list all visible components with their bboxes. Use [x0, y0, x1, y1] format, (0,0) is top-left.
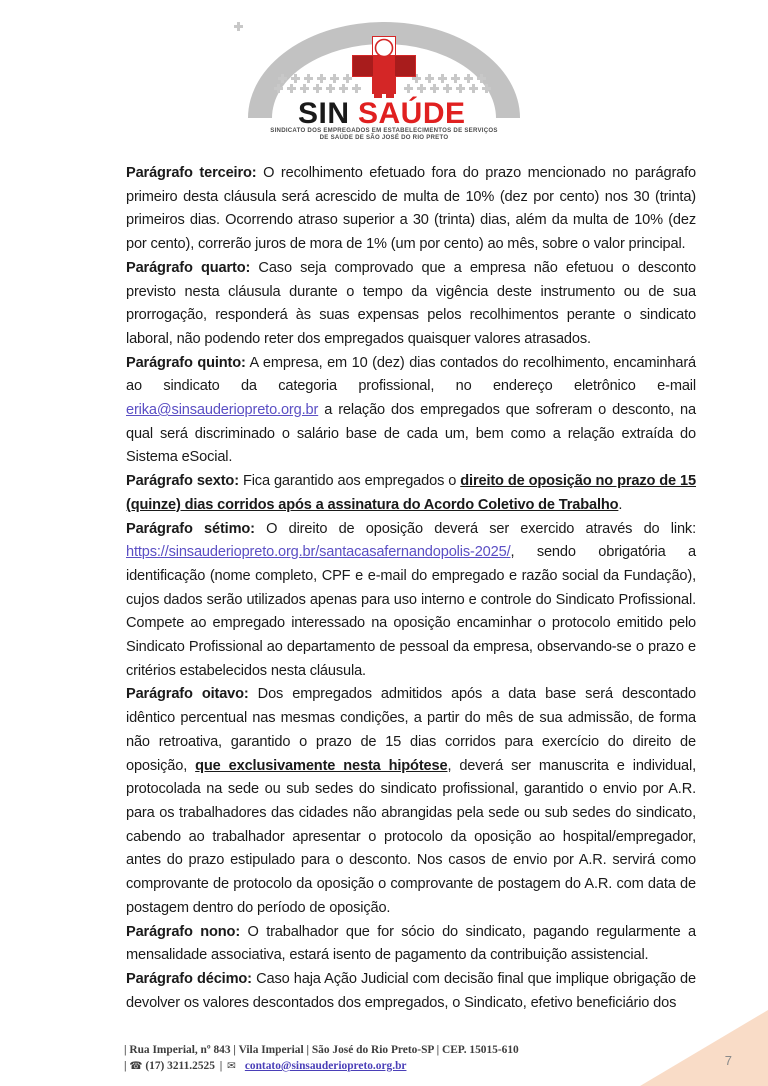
paragraph-oitavo-text-before: Dos empregados admitidos após a data base será descontado idêntico percentual nas mesmas condições, a partir do mês de sua admissão, de forma não retroativa, garantido o prazo de 15 dias corridos para exercício do direito de oposição,: [126, 686, 696, 774]
footer-phone-number: (17) 3211.2525: [145, 1060, 215, 1072]
paragraph-nono: [126, 921, 696, 968]
logo-subtitle-line-1: SINDICATO DOS EMPREGADOS EM ESTABELECIMENTOS DE SERVIÇOS: [270, 127, 498, 134]
paragraph-nono-label: Parágrafo nono:: [126, 923, 241, 940]
paragraph-sexto-text-after: .: [618, 496, 623, 513]
footer-corner-decoration: [640, 1010, 768, 1086]
sinsaude-logo: [234, 22, 534, 142]
paragraph-quarto-text: Caso seja comprovado que a empresa não efetuou o desconto previsto nesta cláusula durante o tempo da vigência deste instrumento ou de sua prorrogação, responderá às suas expensas pelos recolhimentos perante o sindicato laboral, não podendo reter dos empregados quaisquer valores atrasados.: [126, 259, 696, 347]
email-link-erika[interactable]: erika@sinsauderiopreto.org.br: [126, 402, 319, 419]
phone-icon: ☎: [129, 1060, 143, 1072]
paragraph-decimo-text: Caso haja Ação Judicial com decisão final que implique obrigação de devolver os valores descontados dos empregados, o Sindicato, efetivo beneficiário dos: [126, 970, 696, 1011]
paragraph-sexto-emphasis: direito de oposição no prazo de 15 (quinze) dias corridos após a assinatura do Acordo Coletivo de Trabalho: [126, 473, 696, 513]
paragraph-quarto: [126, 257, 696, 352]
paragraph-setimo-label: Parágrafo sétimo:: [126, 520, 255, 537]
paragraph-quinto-label: Parágrafo quinto:: [126, 354, 246, 371]
paragraph-sexto: [126, 470, 696, 517]
footer-contact-line: [124, 1058, 519, 1074]
logo-wordmark-saude: SAÚDE: [358, 97, 466, 130]
footer-pipe-1: |: [124, 1060, 127, 1072]
paragraph-decimo: [126, 968, 696, 1015]
paragraph-quinto: [126, 352, 696, 471]
footer-email-link[interactable]: contato@sinsauderiopreto.org.br: [244, 1060, 407, 1072]
paragraph-setimo-text-before: O direito de oposição deverá ser exercido através do link:: [254, 520, 696, 537]
paragraph-terceiro-label: Parágrafo terceiro:: [126, 165, 257, 181]
footer-address-line: | Rua Imperial, nº 843 | Vila Imperial | São José do Rio Preto-SP | CEP. 15015-610: [124, 1044, 519, 1056]
paragraph-nono-text: O trabalhador que for sócio do sindicato, pagando regularmente a mensalidade associativa, estará isento de pagamento da contribuição assistencial.: [126, 923, 697, 964]
logo-subtitle-line-2: DE SAÚDE DE SÃO JOSÉ DO RIO PRETO: [319, 134, 449, 141]
envelope-icon: ✉: [227, 1060, 236, 1072]
paragraph-oitavo-label: Parágrafo oitavo:: [126, 686, 249, 703]
footer-contact-block: [124, 1042, 519, 1074]
paragraph-quinto-text-before: A empresa, em 10 (dez) dias contados do recolhimento, encaminhará ao sindicato da categoria profissional, no endereço eletrônico e-mail: [126, 354, 696, 395]
footer-pipe-2: |: [219, 1060, 223, 1072]
paragraph-oitavo-text-after: , deverá ser manuscrita e individual, protocolada na sede ou sub sedes do sindicato profissional, garantido o envio por A.R. para os trabalhadores das cidades não abrangidas pela sede ou sub sedes do sindicato, cabendo ao trabalhador apresentar o protocolo da oposição ao hospital/empregador, antes do prazo estipulado para o desconto. Nos casos de envio por A.R. servirá como comprovante de protocolo da oposição o comprovante de postagem do A.R. com data de postagem dentro do período de oposição.: [126, 757, 696, 916]
paragraph-terceiro: [126, 162, 696, 257]
page-number: 7: [724, 1053, 732, 1068]
logo-wordmark-sin: SIN: [298, 97, 350, 130]
logo-graphic: [234, 22, 534, 142]
paragraph-setimo: [126, 518, 696, 684]
paragraph-setimo-text-after: , sendo obrigatória a identificação (nome completo, CPF e e-mail do empregado e razão social da Fundação), cujos dados serão utilizados apenas para uso interno e controle do Sindicato Profissional. Compete ao empregado interessado na oposição encaminhar o protocolo emitido pelo Sindicato Profissional ao departamento de pessoal da empresa, observando-se o prazo e critérios estabelecidos nesta cláusula.: [126, 544, 696, 679]
paragraph-sexto-label: Parágrafo sexto:: [126, 473, 239, 490]
opposition-url-link[interactable]: https://sinsauderiopreto.org.br/santacasafernandopolis-2025/: [126, 544, 511, 561]
paragraph-terceiro-text: O recolhimento efetuado fora do prazo mencionado no parágrafo primeiro desta cláusula será acrescido de multa de 10% (dez por cento) nos 30 (trinta) primeiros dias. Ocorrendo atraso superior a 30 (trinta) dias, além da multa de 10% (dez por cento), correrão juros de mora de 1% (um por cento) ao mês, sobre o valor principal.: [126, 165, 696, 253]
paragraph-quinto-text-after: a relação dos empregados que sofreram o desconto, na qual será discriminado o salário base de cada um, bem como a relação extraída do Sistema eSocial.: [126, 402, 696, 466]
document-footer: [0, 1016, 768, 1086]
document-header: [0, 0, 768, 150]
paragraph-oitavo: [126, 683, 696, 920]
paragraph-quarto-label: Parágrafo quarto:: [126, 259, 251, 276]
paragraph-sexto-text-before: Fica garantido aos empregados o: [238, 473, 461, 490]
paragraph-oitavo-emphasis: que exclusivamente nesta hipótese: [195, 757, 448, 774]
document-body: [126, 162, 696, 1015]
paragraph-decimo-label: Parágrafo décimo:: [126, 970, 252, 987]
